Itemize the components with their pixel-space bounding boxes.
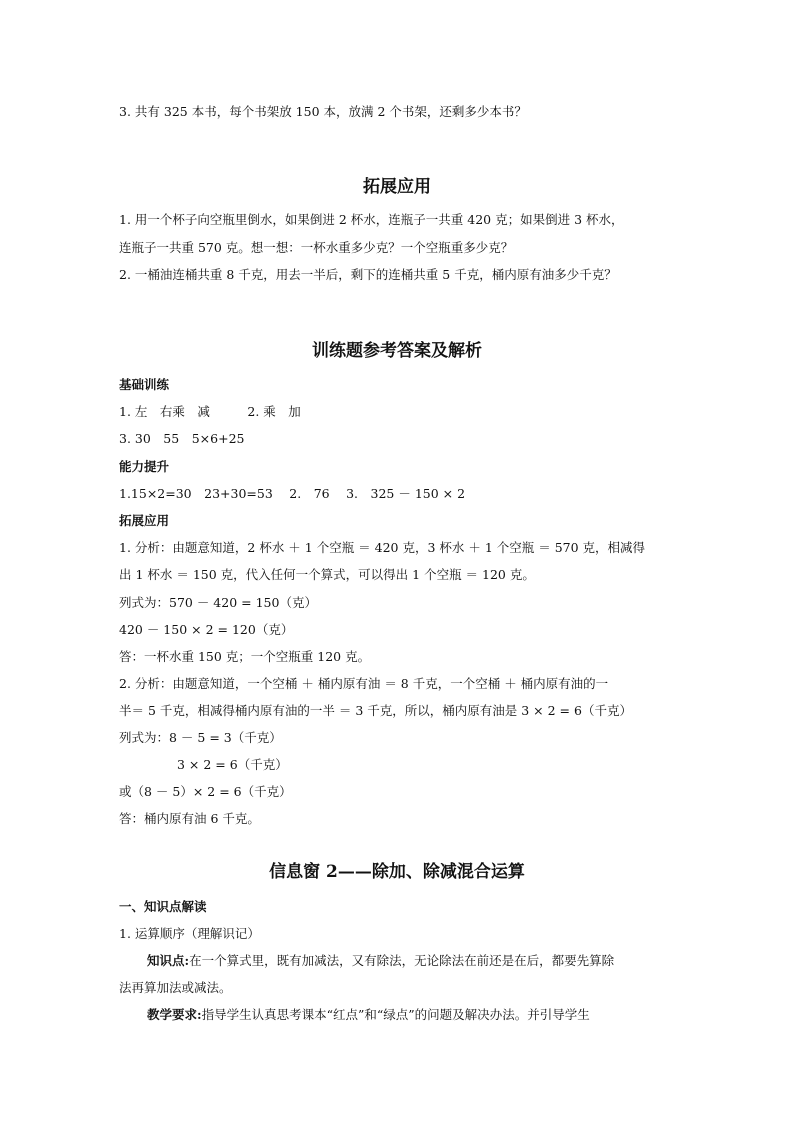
answer-line-11: 答：桶内原有油 6 千克。 [119,811,260,826]
improve-line: 1.15×2=30 23+30=53 2. 76 3. 325 － 150 × 2 [119,486,466,501]
heading-answers: 训练题参考答案及解析 [312,341,482,361]
teaching-requirement-text: 指导学生认真思考课本“红点”和“绿点”的问题及解决办法。并引导学生 [201,1007,590,1022]
answer-line-10: 或（8 － 5）× 2 = 6（千克） [119,784,292,799]
knowledge-point-keyword: 知识点: [147,953,190,968]
extend-line-3: 2. 一桶油连桶共重 8 千克，用去一半后，剩下的连桶共重 5 千克，桶内原有油多少千克？ [119,267,617,282]
extend-line-1: 1. 用一个杯子向空瓶里倒水，如果倒进 2 杯水，连瓶子一共重 420 克；如果倒进 3 杯水， [119,212,624,227]
teaching-requirement-keyword: 教学要求: [147,1007,202,1022]
label-improve: 能力提升 [119,459,170,474]
answer-line-8: 列式为：8 － 5 = 3（千克） [119,730,282,745]
knowledge-point [147,953,614,969]
answer-line-3: 列式为：570 － 420 = 150（克） [119,595,317,610]
answer-line-7: 半＝ 5 千克，相减得桶内原有油的一半 ＝ 3 千克，所以，桶内原有油是 3 × 2 = 6（千克） [119,703,632,718]
answer-line-5: 答：一杯水重 150 克；一个空瓶重 120 克。 [119,649,371,664]
label-extend-answers: 拓展应用 [119,513,170,528]
answer-line-2: 出 1 杯水 ＝ 150 克，代入任何一个算式，可以得出 1 个空瓶 ＝ 120 克。 [119,567,535,582]
heading-info-window: 信息窗 2——除加、除减混合运算 [269,862,525,882]
heading-extend: 拓展应用 [363,177,431,197]
answer-line-6: 2. 分析：由题意知道，一个空桶 ＋ 桶内原有油 ＝ 8 千克，一个空桶 ＋ 桶内原有油的一 [119,676,609,691]
knowledge-point-cont: 法再算加法或减法。 [119,980,232,995]
basic-line-2: 3. 30 55 5×6+25 [119,431,245,446]
answer-line-4: 420 － 150 × 2 = 120（克） [119,622,294,637]
label-knowledge: 一、知识点解读 [119,899,207,914]
basic-line-1: 1. 左 右乘 减 2. 乘 加 [119,404,301,419]
question-3: 3. 共有 325 本书，每个书架放 150 本，放满 2 个书架，还剩多少本书？ [119,104,527,119]
knowledge-item-1: 1. 运算顺序（理解识记） [119,926,260,941]
teaching-requirement [147,1007,590,1023]
label-basic: 基础训练 [119,377,170,392]
extend-line-2: 连瓶子一共重 570 克。想一想：一杯水重多少克？一个空瓶重多少克？ [119,240,514,255]
knowledge-point-text: 在一个算式里，既有加减法，又有除法，无论除法在前还是在后，都要先算除 [189,953,615,968]
answer-line-9: 3 × 2 = 6（千克） [177,757,288,772]
answer-line-1: 1. 分析：由题意知道，2 杯水 ＋ 1 个空瓶 ＝ 420 克，3 杯水 ＋ 1 个空瓶 ＝ 570 克，相减得 [119,540,646,555]
